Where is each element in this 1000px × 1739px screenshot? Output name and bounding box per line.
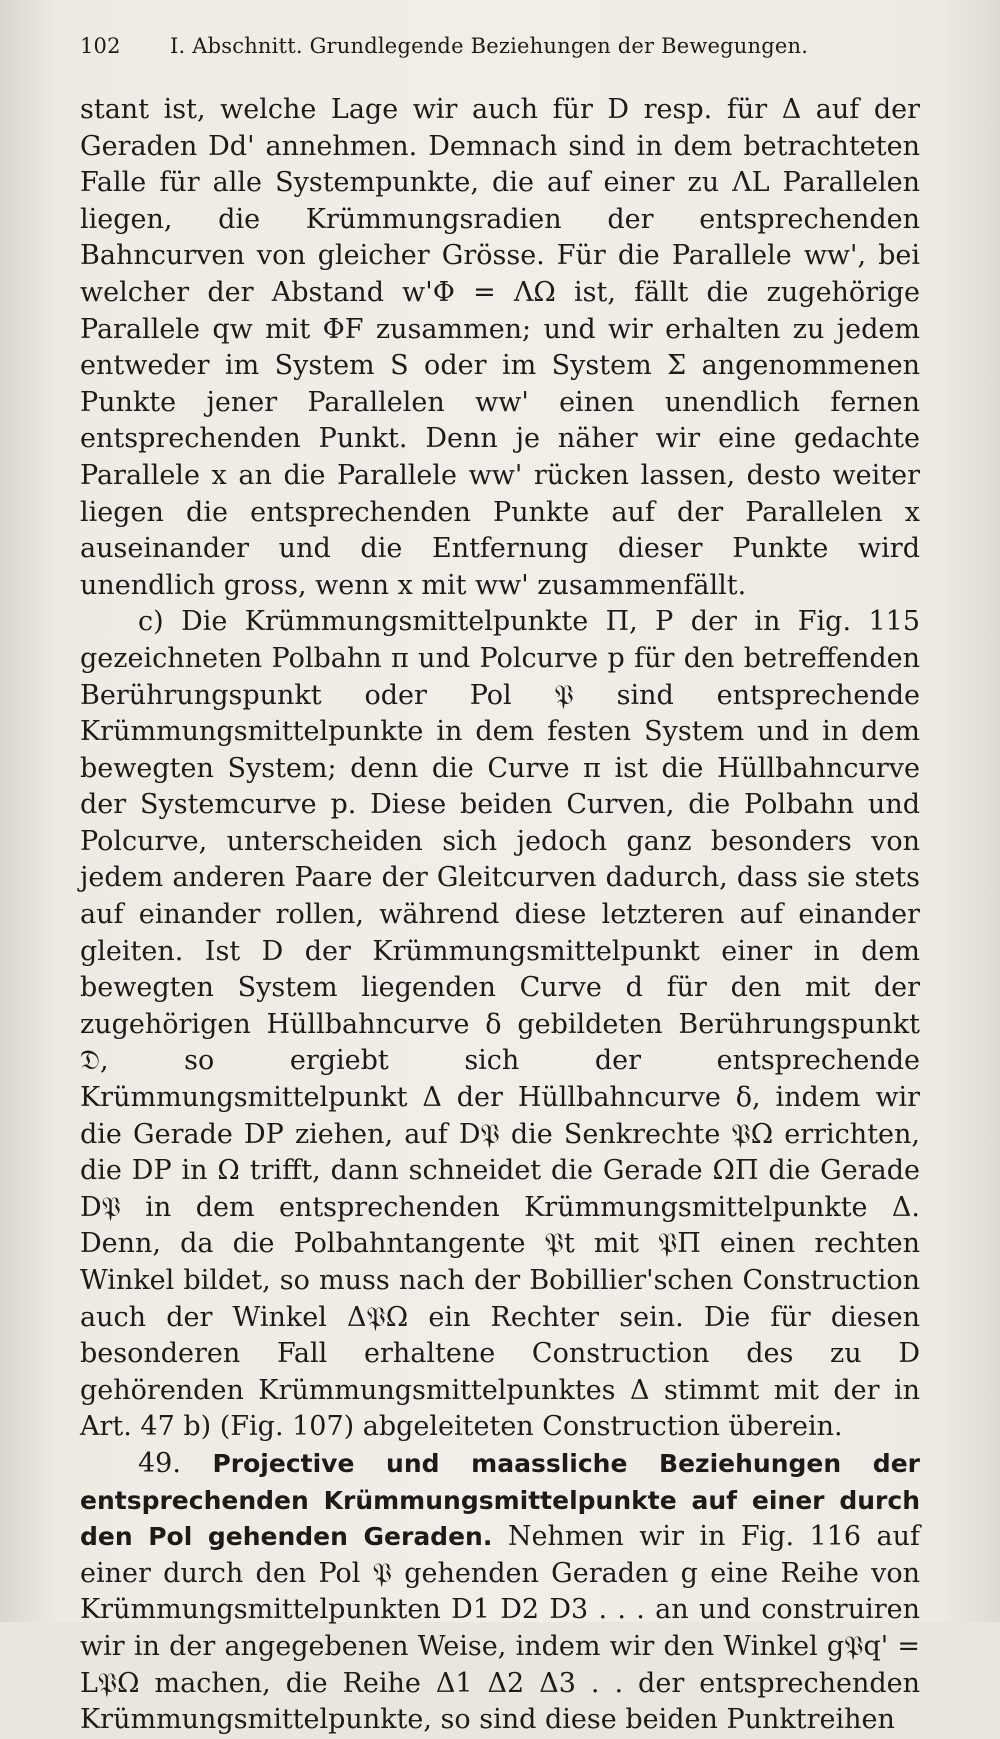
section-title: Projective und maassliche Beziehungen der entsprechenden Krümmungsmittelpunkte auf einer durch den Pol gehenden Geraden. xyxy=(80,1448,920,1552)
section-number: 49. xyxy=(138,1447,181,1479)
paragraph-c: c) Die Krümmungsmittelpunkte Π, P der in Fig. 115 gezeichneten Polbahn π und Polcurve p für den betreffenden Berührungspunkt oder Pol 𝔓 sind entsprechende Krümmungsmittelpunkte in dem festen System und in dem bewegten System; denn die Curve π ist die Hüllbahncurve der Systemcurve p. Diese beiden Curven, die Polbahn und Polcurve, unterscheiden sich jedoch ganz besonders von jedem anderen Paare der Gleitcurven dadurch, dass sie stets auf einander rollen, während diese letzteren auf einander gleiten. Ist D der Krümmungsmittelpunkt einer in dem bewegten System liegenden Curve d für den mit der zugehörigen Hüllbahncurve δ gebildeten Berührungspunkt 𝔇, so ergiebt sich der entsprechende Krümmungsmittelpunkt Δ der Hüllbahncurve δ, indem wir die Gerade DP ziehen, auf D𝔓 die Senkrechte 𝔓Ω errichten, die DP in Ω trifft, dann schneidet die Gerade ΩΠ die Gerade D𝔓 in dem entsprechenden Krümmungsmittelpunkte Δ. Denn, da die Polbahntangente 𝔓t mit 𝔓Π einen rechten Winkel bildet, so muss nach der Bobillier'schen Construction auch der Winkel Δ𝔓Ω ein Rechter sein. Die für diesen besonderen Fall erhaltene Construction des zu D gehörenden Krümmungsmittelpunktes Δ stimmt mit der in Art. 47 b) (Fig. 107) abgeleiteten Construction überein. xyxy=(80,606,920,1443)
page-number: 102 xyxy=(80,34,121,58)
section-49-paragraph xyxy=(80,1446,920,1739)
paragraph-continuation: stant ist, welche Lage wir auch für D resp. für Δ auf der Geraden Dd' annehmen. Demnach sind in dem betrachteten Falle für alle Systempunkte, die auf einer zu ΛL Parallelen liegen, die Krümmungsradien der entsprechenden Bahncurven von gleicher Grösse. Für die Parallele ww', bei welcher der Abstand w'Φ = ΛΩ ist, fällt die zugehörige Parallele qw mit ΦF zusammen; und wir erhalten zu jedem entweder im System S oder im System Σ angenommenen Punkte jener Parallelen ww' einen unendlich fernen entsprechenden Punkt. Denn je näher wir eine gedachte Parallele x an die Parallele ww' rücken lassen, desto weiter liegen die entsprechenden Punkte auf der Parallelen x auseinander und die Entfernung dieser Punkte wird unendlich gross, wenn x mit ww' zusammenfällt. xyxy=(80,94,920,601)
section-text: Nehmen wir in Fig. 116 auf einer durch den Pol 𝔓 gehenden Geraden g eine Reihe von Krümmungsmittelpunkten D1 D2 D3 . . . an und construiren wir in der angegebenen Weise, indem wir den Winkel g𝔓q' = L𝔓Ω machen, die Reihe Δ1 Δ2 Δ3 . . der entsprechenden Krümmungsmittelpunkte, so sind diese beiden Punktreihen xyxy=(80,1521,920,1736)
running-header xyxy=(80,34,920,58)
body-text xyxy=(80,92,920,1739)
running-title: I. Abschnitt. Grundlegende Beziehungen der Bewegungen. xyxy=(170,34,809,58)
